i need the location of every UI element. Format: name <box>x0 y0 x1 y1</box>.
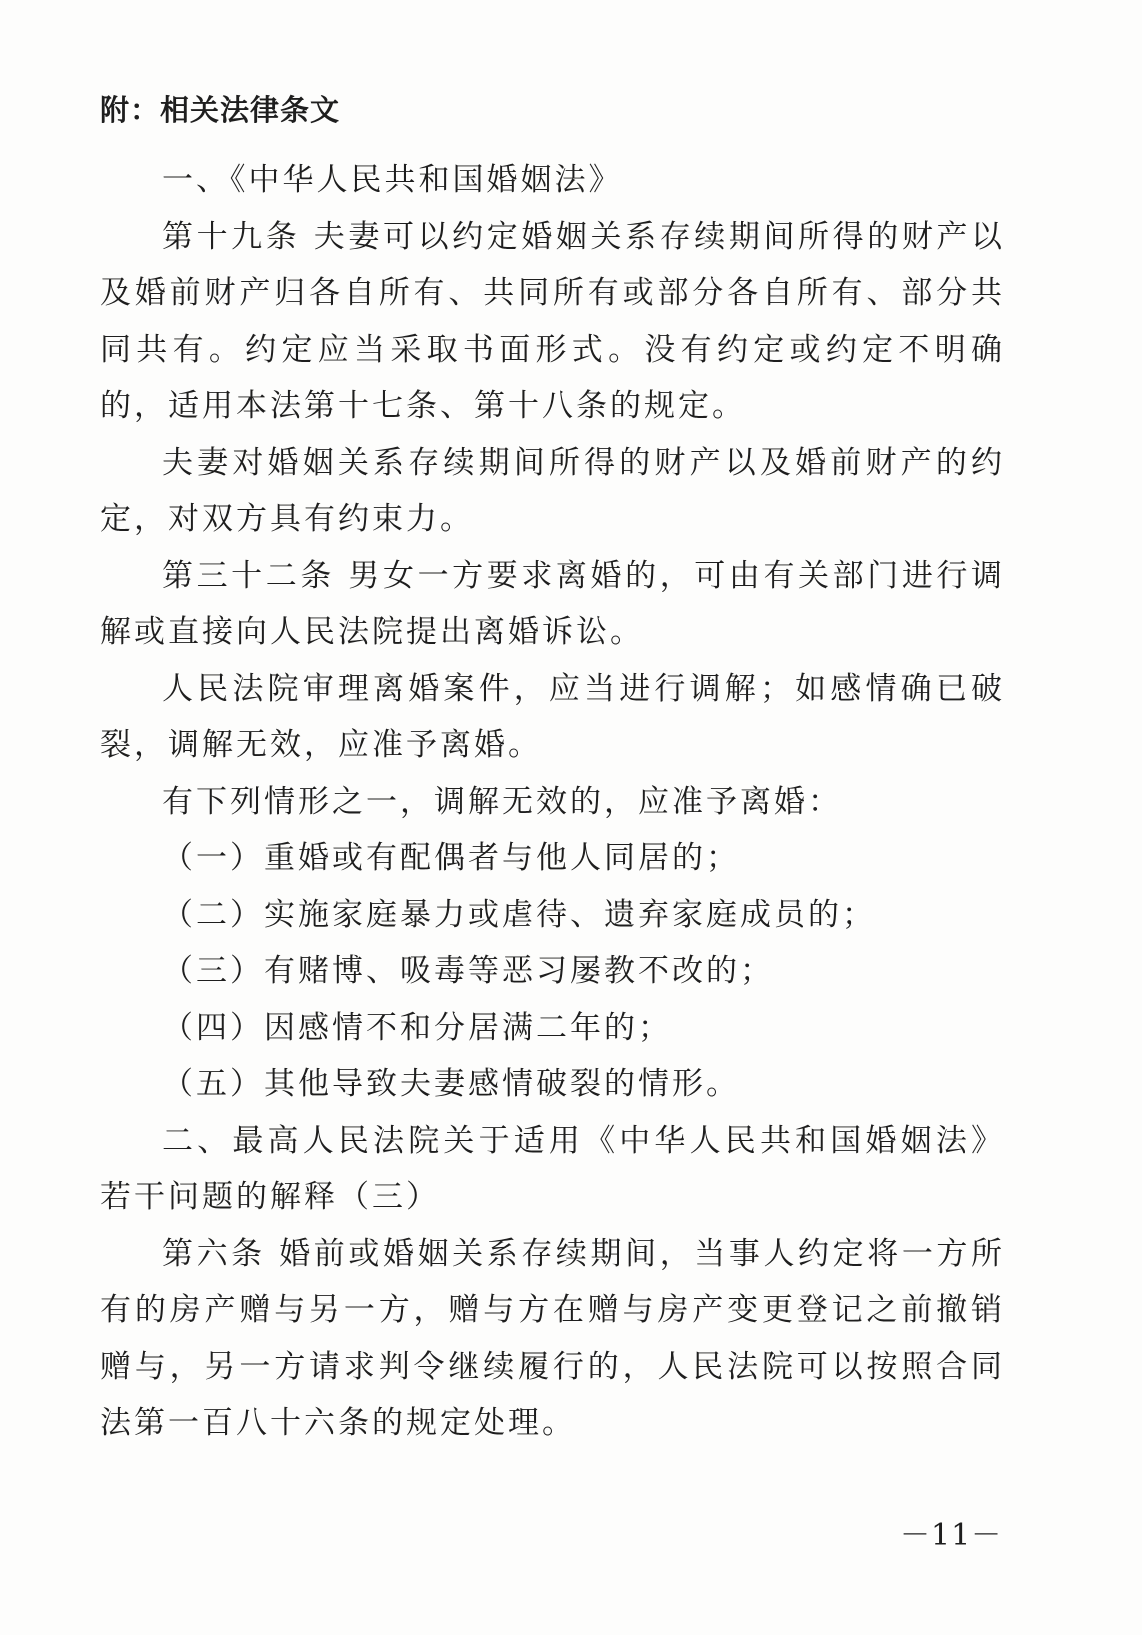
article-32-paragraph-3: 有下列情形之一，调解无效的，应准予离婚： <box>162 783 842 820</box>
appendix-heading: 附：相关法律条文 <box>100 93 341 127</box>
list-item-1: （一）重婚或有配偶者与他人同居的； <box>162 840 740 876</box>
page-number: －11－ <box>900 1518 1003 1553</box>
list-item-2: （二）实施家庭暴力或虐待、遗弃家庭成员的； <box>162 896 876 933</box>
article-6-paragraph: 第六条 婚前或婚姻关系存续期间，当事人约定将一方所有的房产赠与另一方，赠与方在赠与房产变更登记之前撤销赠与，另一方请求判令继续履行的，人民法院可以按照合同法第一百八十六条的规定处理。 <box>100 1235 1005 1441</box>
article-19-paragraph-1: 第十九条 夫妻可以约定婚姻关系存续期间所得的财产以及婚前财产归各自所有、共同所有或部分各自所有、部分共同共有。约定应当采取书面形式。没有约定或约定不明确的，适用本法第十七条、第十八条的规定。 <box>100 218 1005 424</box>
list-item-3: （三）有赌博、吸毒等恶习屡教不改的； <box>162 953 774 989</box>
article-32-paragraph-1: 第三十二条 男女一方要求离婚的，可由有关部门进行调解或直接向人民法院提出离婚诉讼。 <box>100 557 1005 650</box>
section-1-title: 一、《中华人民共和国婚姻法》 <box>162 162 623 198</box>
section-2-title: 二、最高人民法院关于适用《中华人民共和国婚姻法》若干问题的解释（三） <box>100 1122 1005 1215</box>
article-32-paragraph-2: 人民法院审理离婚案件，应当进行调解；如感情确已破裂，调解无效，应准予离婚。 <box>100 670 1005 763</box>
list-item-5: （五）其他导致夫妻感情破裂的情形。 <box>162 1066 740 1102</box>
document-body <box>100 152 1005 1452</box>
article-19-paragraph-2: 夫妻对婚姻关系存续期间所得的财产以及婚前财产的约定，对双方具有约束力。 <box>100 444 1005 537</box>
list-item-4: （四）因感情不和分居满二年的； <box>162 1009 672 1046</box>
